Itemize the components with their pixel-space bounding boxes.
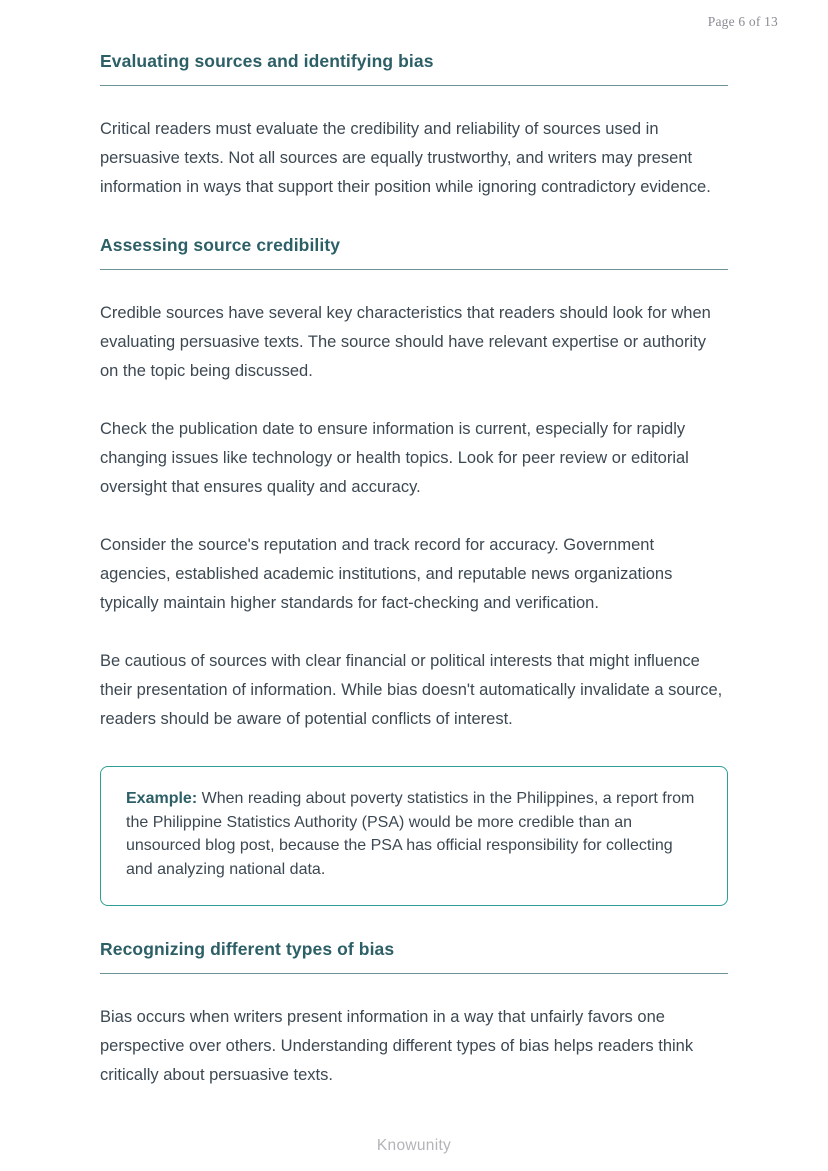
body-paragraph: Be cautious of sources with clear financial or political interests that might influence their presentation of information. While bias doesn't automatically invalidate a source, readers should be aware of potential conflicts of interest. [100,652,723,728]
page-number: Page 6 of 13 [707,14,778,29]
body-paragraph: Check the publication date to ensure information is current, especially for rapidly changing issues like technology or health topics. Look for peer review or editorial oversight that ensures quality and accuracy. [100,420,689,496]
example-box [100,766,728,906]
document-content [100,33,728,1090]
body-paragraph: Bias occurs when writers present information in a way that unfairly favors one perspective over others. Understanding different types of bias helps readers think critically about persuasive texts. [100,1008,694,1084]
example-text: When reading about poverty statistics in the Philippines, a report from the Philippine Statistics Authority (PSA) would be more credible than an unsourced blog post, because the PSA has official responsibility for collecting and analyzing national data. [126,790,695,878]
example-label: Example: [126,790,198,807]
section-heading-recognizing-bias: Recognizing different types of bias [100,939,728,974]
footer-brand: Knowunity [376,1137,452,1154]
section-heading-assessing-credibility: Assessing source credibility [100,235,728,270]
body-paragraph: Credible sources have several key characteristics that readers should look for when evaluating persuasive texts. The source should have relevant expertise or authority on the topic being discussed. [100,304,711,380]
body-paragraph: Consider the source's reputation and track record for accuracy. Government agencies, established academic institutions, and reputable news organizations typically maintain higher standards for fact-checking and verification. [100,536,673,612]
body-paragraph: Critical readers must evaluate the credibility and reliability of sources used in persuasive texts. Not all sources are equally trustworthy, and writers may present information in ways that support their position while ignoring contradictory evidence. [100,120,711,196]
section-heading-evaluating-sources: Evaluating sources and identifying bias [100,51,728,86]
